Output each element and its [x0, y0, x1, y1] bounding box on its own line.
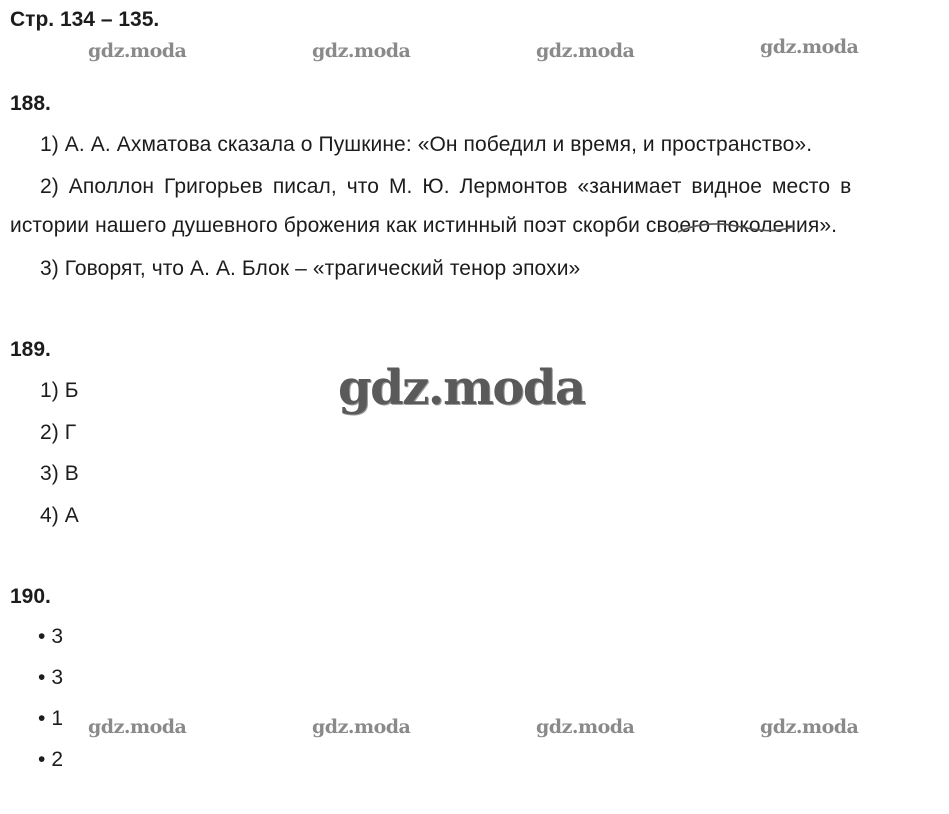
watermark: gdz.moda — [536, 40, 635, 62]
watermark: gdz.moda — [88, 40, 187, 62]
list-item: 3) В — [40, 462, 79, 485]
watermark: gdz.moda — [536, 716, 635, 738]
watermark: gdz.moda — [88, 716, 187, 738]
list-item: • 3 — [38, 666, 64, 689]
list-item: • 2 — [38, 748, 64, 771]
text-line: 3) Говорят, что А. А. Блок – «трагический тенор эпохи» — [40, 257, 581, 280]
watermark-large: gdz.moda — [338, 360, 585, 416]
section-number: 188. — [10, 92, 51, 115]
section-number: 189. — [10, 338, 51, 361]
list-item: 4) А — [40, 504, 79, 527]
watermark: gdz.moda — [760, 716, 859, 738]
watermark: gdz.moda — [312, 40, 411, 62]
text-line: 2) Аполлон Григорьев писал, что М. Ю. Лермонтов «занимает видное место в — [40, 175, 852, 198]
page-heading: Стр. 134 – 135. — [10, 8, 160, 31]
list-item: 2) Г — [40, 421, 77, 444]
text-line: 1) А. А. Ахматова сказала о Пушкине: «Он победил и время, и пространство». — [40, 133, 813, 156]
section-number: 190. — [10, 585, 51, 608]
list-item: • 1 — [38, 707, 64, 730]
text-line: истории нашего душевного брожения как истинный поэт скорби своего поколения». — [10, 214, 838, 237]
list-item: • 3 — [38, 625, 64, 648]
list-item: 1) Б — [40, 379, 79, 402]
watermark: gdz.moda — [312, 716, 411, 738]
watermark: gdz.moda — [760, 36, 859, 58]
